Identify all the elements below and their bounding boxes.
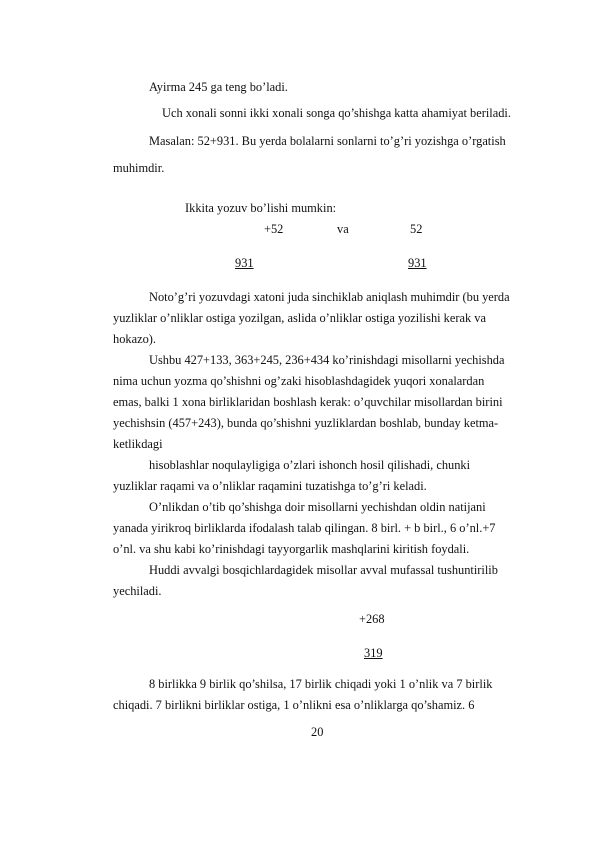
text-line: Uch xonali sonni ikki xonali songa qo’shishga katta ahamiyat beriladi. [162, 106, 511, 120]
text-line: ketlikdagi [113, 437, 163, 451]
example1-left-top: +52 [264, 222, 284, 236]
text-line: Ushbu 427+133, 363+245, 236+434 ko’rinishdagi misollarni yechishda [149, 353, 505, 367]
text-line: hisoblashlar noqulayligiga o’zlari ishonch hosil qilishadi, chunki [149, 458, 471, 472]
example2-top: +268 [359, 612, 385, 626]
text-line: nima uchun yozma qo’shishni og’zaki hisoblashdagidek yuqori xonalardan [113, 374, 485, 388]
text-line: 8 birlikka 9 birlik qo’shilsa, 17 birlik chiqadi yoki 1 o’nlik va 7 birlik [149, 677, 493, 691]
text-line: hokazo). [113, 332, 157, 346]
text-line: o’nl. va shu kabi ko’rinishdagi tayyorgarlik mashqlarini kiritish foydali. [113, 542, 470, 556]
page-number: 20 [311, 725, 324, 739]
text-line: yuzliklar o’nliklar ostiga yozilgan, aslida o’nliklar ostiga yozilishi kerak va [113, 311, 486, 325]
text-line: Huddi avvalgi bosqichlardagidek misollar avval mufassal tushuntirilib [149, 563, 498, 577]
text-line: yuzliklar raqami va o’nliklar raqamini tuzatishga to’g’ri keladi. [113, 479, 427, 493]
text-line: yechiladi. [113, 584, 162, 598]
text-line: yechishsin (457+243), bunda qo’shishni yuzliklardan boshlab, bunday ketma- [113, 416, 499, 430]
example1-right-bottom: 931 [408, 256, 427, 270]
text-line: muhimdir. [113, 161, 165, 175]
text-line: Noto’g’ri yozuvdagi xatoni juda sinchiklab aniqlash muhimdir (bu yerda [149, 290, 510, 304]
text-line: Ayirma 245 ga teng bo’ladi. [149, 80, 288, 94]
text-line: Masalan: 52+931. Bu yerda bolalarni sonlarni to’g’ri yozishga o’rgatish [149, 134, 506, 148]
text-line: emas, balki 1 xona birliklaridan boshlash kerak: o’quvchilar misollardan birini [113, 395, 503, 409]
example2-bottom: 319 [364, 646, 383, 660]
example1-left-bottom: 931 [235, 256, 254, 270]
example1-right-top: 52 [410, 222, 423, 236]
text-line: yanada yirikroq birliklarda ifodalash talab qilingan. 8 birl. + b birl., 6 o’nl.+7 [113, 521, 496, 535]
text-line: chiqadi. 7 birlikni birliklar ostiga, 1 o’nlikni esa o’nliklarga qo’shamiz. 6 [113, 698, 475, 712]
text-line: O’nlikdan o’tib qo’shishga doir misollarni yechishdan oldin natijani [149, 500, 486, 514]
text-line: Ikkita yozuv bo’lishi mumkin: [185, 201, 337, 215]
example1-separator: va [337, 222, 349, 236]
